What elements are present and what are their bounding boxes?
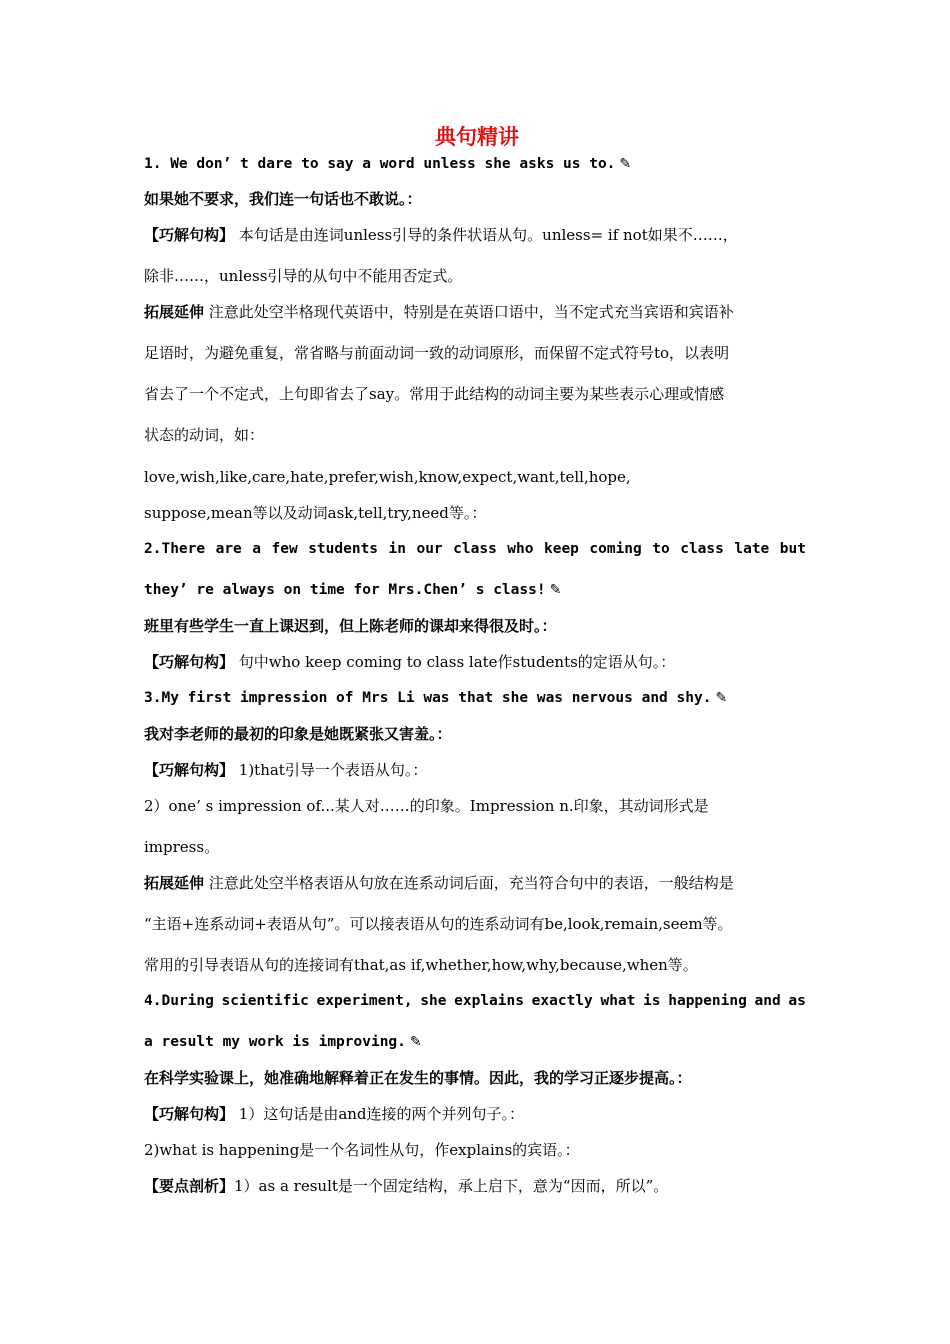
sentence-1-english [144,154,631,174]
sentence-3-text: 3.My first impression of Mrs Li was that she was nervous and shy. [144,690,712,706]
pen-mark-icon: ✎ [619,156,632,172]
document-page [144,120,810,1195]
word: coming [589,541,642,557]
page-title: 典句精讲 [435,124,519,149]
word: students [308,541,379,557]
extension-label: 拓展延伸 [144,303,205,321]
keypoint-label: 【要点剖析】 [144,1177,235,1195]
structure-label: 【巧解句构】 [144,1105,235,1123]
sentence-3-chinese: 我对李老师的最初的印象是她既紧张又害羞。： [144,725,452,743]
sentence-4-structure [144,1104,524,1124]
extension-line-2: 足语时，为避免重复，常省略与前面动词一致的动词原形，而保留不定式符号to，以表明 [144,344,730,362]
word: few [271,541,298,557]
keypoint-text: 1）as a result是一个固定结构，承上启下，意为“因而，所以”。 [234,1177,669,1195]
word: to [652,541,670,557]
sentence-3-structure-3: impress。 [144,838,220,856]
word: our [416,541,443,557]
extension-line-6: suppose,mean等以及动词ask,tell,try,need等。： [144,504,487,522]
word: scientific [221,993,309,1009]
structure-text: 1)that引导一个表语从句。： [234,761,428,779]
extension-line-3: 常用的引导表语从句的连接词有that,as if,whether,how,why,because,when等。 [144,956,698,974]
word: in [388,541,406,557]
word: class [680,541,724,557]
sentence-2-structure [144,652,675,672]
structure-text: 1）这句话是由and连接的两个并列句子。： [234,1105,525,1123]
word: what [600,993,636,1009]
pen-mark-icon: ✎ [549,582,562,598]
extension-line-3: 省去了一个不定式，上句即省去了say。常用于此结构的动词主要为某些表示心理或情感 [144,385,725,403]
word: 4.During [144,993,214,1009]
word: but [779,541,806,557]
sentence-4-english [144,991,806,1011]
word: explains [454,993,524,1009]
sentence-4-keypoint [144,1176,668,1196]
extension-text: 注意此处空半格表语从句放在连系动词后面，充当符合句中的表语，一般结构是 [204,874,734,892]
structure-label: 【巧解句构】 [144,226,235,244]
extension-text: 注意此处空半格现代英语中，特别是在英语口语中，当不定式充当宾语和宾语补 [204,303,734,321]
sentence-4-text: a result my work is improving. [144,1034,406,1050]
word: experiment, [316,993,413,1009]
pen-mark-icon: ✎ [715,690,728,706]
sentence-3-structure-2: 2）one’ s impression of...某人对……的印象。Impression n.印象，其动词形式是 [144,797,709,815]
sentence-3-english [144,688,727,708]
word: late [734,541,770,557]
extension-line-2: “主语+连系动词+表语从句”。可以接表语从句的连系动词有be,look,remain,seem等。 [144,915,733,933]
word: exactly [531,993,593,1009]
word: keep [543,541,579,557]
sentence-2-english-cont [144,580,561,600]
word: is [643,993,661,1009]
sentence-4-english-cont [144,1032,422,1052]
structure-label: 【巧解句构】 [144,653,235,671]
word: are [215,541,242,557]
sentence-2-chinese: 班里有些学生一直上课迟到，但上陈老师的课却来得很及时。： [144,617,557,635]
structure-text: 本句话是由连词unless引导的条件状语从句。unless= if not如果不……， [234,226,738,244]
extension-line-4: 状态的动词，如： [144,426,265,444]
word: and [754,993,781,1009]
sentence-2-text: they’ re always on time for Mrs.Chen’ s class! [144,582,546,598]
sentence-3-extension [144,873,734,893]
sentence-1-structure [144,225,738,245]
pen-mark-icon: ✎ [409,1034,422,1050]
structure-text: 句中who keep coming to class late作students的定语从句。： [234,653,676,671]
word: who [507,541,534,557]
word: as [788,993,806,1009]
sentence-1-chinese: 如果她不要求，我们连一句话也不敢说。： [144,190,422,208]
word: class [453,541,497,557]
extension-line-5: love,wish,like,care,hate,prefer,wish,know,expect,want,tell,hope, [144,468,631,486]
sentence-3-structure [144,760,427,780]
extension-label: 拓展延伸 [144,874,205,892]
word: a [252,541,262,557]
sentence-4-chinese: 在科学实验课上，她准确地解释着正在发生的事情。因此，我的学习正逐步提高。： [144,1069,692,1087]
word: 2.There [144,541,206,557]
word: she [420,993,447,1009]
word: happening [668,993,747,1009]
sentence-1-text: 1. We don’ t dare to say a word unless she asks us to. [144,156,616,172]
sentence-1-structure-cont: 除非……，unless引导的从句中不能用否定式。 [144,267,463,285]
sentence-1-extension [144,302,734,322]
sentence-4-structure-2: 2)what is happening是一个名词性从句，作explains的宾语。： [144,1141,580,1159]
structure-label: 【巧解句构】 [144,761,235,779]
sentence-2-english [144,539,806,559]
